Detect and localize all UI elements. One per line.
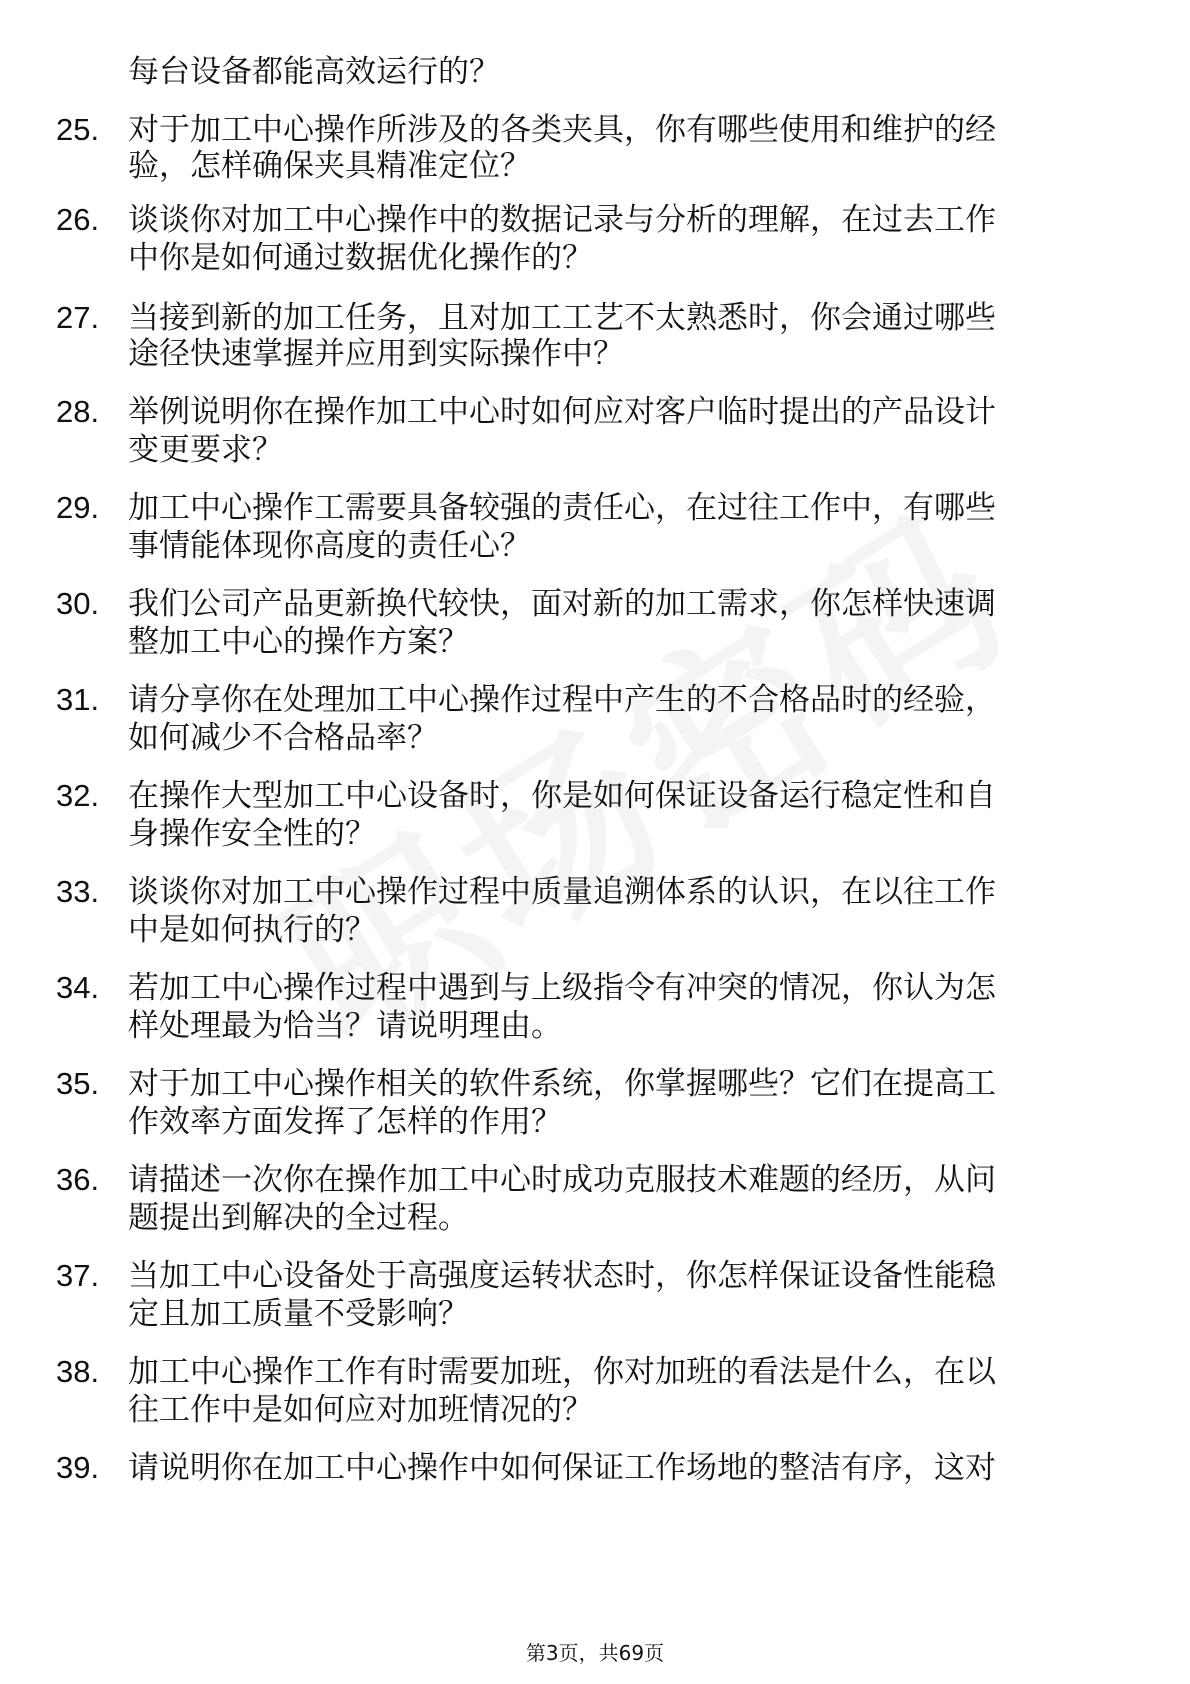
- question-35-line-1: 对于加工中心操作相关的软件系统，你掌握哪些？它们在提高工: [128, 1066, 996, 1102]
- question-33-line-1: 谈谈你对加工中心操作过程中质量追溯体系的认识，在以往工作: [128, 874, 996, 910]
- question-39-line-1: 请说明你在加工中心操作中如何保证工作场地的整洁有序，这对: [128, 1450, 996, 1486]
- question-31-line-2: 如何减少不合格品率？: [128, 720, 438, 756]
- question-number-37: 37.: [56, 1258, 100, 1293]
- continuation-line: 每台设备都能高效运行的？: [128, 54, 500, 90]
- question-32-line-1: 在操作大型加工中心设备时，你是如何保证设备运行稳定性和自: [128, 778, 996, 814]
- question-38-line-2: 往工作中是如何应对加班情况的？: [128, 1392, 593, 1428]
- question-number-33: 33.: [56, 874, 100, 909]
- question-34-line-1: 若加工中心操作过程中遇到与上级指令有冲突的情况，你认为怎: [128, 970, 996, 1006]
- question-29-line-2: 事情能体现你高度的责任心？: [128, 528, 531, 564]
- question-33-line-2: 中是如何执行的？: [128, 912, 376, 948]
- question-number-29: 29.: [56, 490, 100, 525]
- question-26-line-1: 谈谈你对加工中心操作中的数据记录与分析的理解，在过去工作: [128, 202, 996, 238]
- question-36-line-2: 题提出到解决的全过程。: [128, 1200, 469, 1236]
- question-27-line-2: 途径快速掌握并应用到实际操作中？: [128, 336, 624, 372]
- question-number-30: 30.: [56, 586, 100, 621]
- question-number-38: 38.: [56, 1354, 100, 1389]
- question-number-27: 27.: [56, 300, 100, 335]
- question-number-35: 35.: [56, 1066, 100, 1101]
- question-28-line-1: 举例说明你在操作加工中心时如何应对客户临时提出的产品设计: [128, 394, 996, 430]
- question-29-line-1: 加工中心操作工需要具备较强的责任心，在过往工作中，有哪些: [128, 490, 996, 526]
- question-30-line-1: 我们公司产品更新换代较快，面对新的加工需求，你怎样快速调: [128, 586, 996, 622]
- question-37-line-1: 当加工中心设备处于高强度运转状态时，你怎样保证设备性能稳: [128, 1258, 996, 1294]
- question-number-36: 36.: [56, 1162, 100, 1197]
- question-27-line-1: 当接到新的加工任务，且对加工工艺不太熟悉时，你会通过哪些: [128, 300, 996, 336]
- question-number-39: 39.: [56, 1450, 100, 1485]
- question-number-26: 26.: [56, 202, 100, 237]
- question-25-line-1: 对于加工中心操作所涉及的各类夹具，你有哪些使用和维护的经: [128, 112, 996, 148]
- question-34-line-2: 样处理最为恰当？请说明理由。: [128, 1008, 562, 1044]
- question-number-34: 34.: [56, 970, 100, 1005]
- question-28-line-2: 变更要求？: [128, 432, 283, 468]
- question-30-line-2: 整加工中心的操作方案？: [128, 624, 469, 660]
- question-35-line-2: 作效率方面发挥了怎样的作用？: [128, 1104, 562, 1140]
- question-number-28: 28.: [56, 394, 100, 429]
- question-25-line-2: 验，怎样确保夹具精准定位？: [128, 148, 531, 184]
- question-38-line-1: 加工中心操作工作有时需要加班，你对加班的看法是什么，在以: [128, 1354, 996, 1390]
- question-number-25: 25.: [56, 112, 100, 147]
- page-footer: 第3页，共69页: [525, 1641, 665, 1665]
- question-32-line-2: 身操作安全性的？: [128, 816, 376, 852]
- question-number-31: 31.: [56, 682, 100, 717]
- question-31-line-1: 请分享你在处理加工中心操作过程中产生的不合格品时的经验，: [128, 682, 996, 718]
- question-number-32: 32.: [56, 778, 100, 813]
- question-36-line-1: 请描述一次你在操作加工中心时成功克服技术难题的经历，从问: [128, 1162, 996, 1198]
- question-37-line-2: 定且加工质量不受影响？: [128, 1296, 469, 1332]
- question-26-line-2: 中你是如何通过数据优化操作的？: [128, 240, 593, 276]
